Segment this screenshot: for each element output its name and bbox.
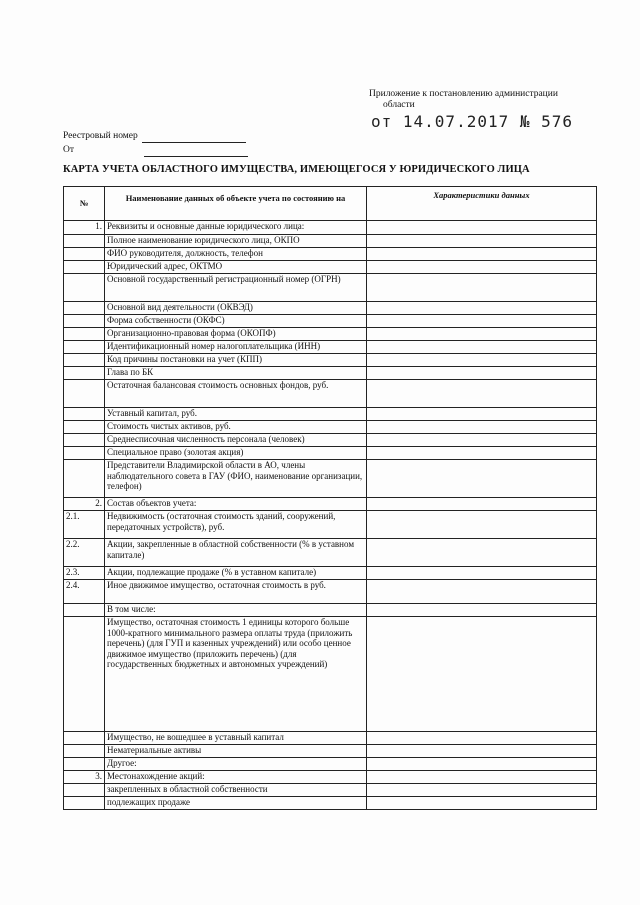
row-value-cell[interactable] <box>367 460 597 498</box>
row-value-cell[interactable] <box>367 261 597 274</box>
row-number: 2.1. <box>64 511 105 539</box>
row-label: Акции, закрепленные в областной собственности (% в уставном капитале) <box>105 539 367 567</box>
row-label: Имущество, остаточная стоимость 1 единицы которого больше 1000-кратного минимального размера оплаты труда (приложить перечень) (для ГУП и казенных учреждений) или особо ценное движимое имущество (приложить перечень) (для государственных бюджетных и автономных учреждений) <box>105 617 367 732</box>
row-value-cell[interactable] <box>367 274 597 302</box>
row-value-cell[interactable] <box>367 498 597 511</box>
row-number <box>64 617 105 732</box>
table-row <box>64 367 597 380</box>
row-label: Основной государственный регистрационный номер (ОГРН) <box>105 274 367 302</box>
row-number <box>64 380 105 408</box>
row-number: 2. <box>64 498 105 511</box>
row-number <box>64 460 105 498</box>
row-number <box>64 745 105 758</box>
table-row <box>64 617 597 732</box>
table-row <box>64 784 597 797</box>
table-row <box>64 447 597 460</box>
row-value-cell[interactable] <box>367 511 597 539</box>
table-row <box>64 248 597 261</box>
page-title: КАРТА УЧЕТА ОБЛАСТНОГО ИМУЩЕСТВА, ИМЕЮЩЕГОСЯ У ЮРИДИЧЕСКОГО ЛИЦА <box>63 164 530 175</box>
row-number <box>64 447 105 460</box>
row-value-cell[interactable] <box>367 567 597 580</box>
header-num: № <box>64 187 105 221</box>
registry-number-label: Реестровый номер <box>63 131 138 141</box>
table-row <box>64 604 597 617</box>
row-value-cell[interactable] <box>367 797 597 810</box>
row-value-cell[interactable] <box>367 221 597 235</box>
row-label: Основной вид деятельности (ОКВЭД) <box>105 302 367 315</box>
row-label: закрепленных в областной собственности <box>105 784 367 797</box>
row-label: Состав объектов учета: <box>105 498 367 511</box>
table-row <box>64 408 597 421</box>
row-number <box>64 235 105 248</box>
row-value-cell[interactable] <box>367 771 597 784</box>
row-value-cell[interactable] <box>367 745 597 758</box>
row-label: Стоимость чистых активов, руб. <box>105 421 367 434</box>
row-label: Недвижимость (остаточная стоимость зданий, сооружений, передаточных устройств), руб. <box>105 511 367 539</box>
row-number <box>64 797 105 810</box>
row-label: Другое: <box>105 758 367 771</box>
row-number <box>64 784 105 797</box>
row-label: Представители Владимирской области в АО, члены наблюдательного совета в ГАУ (ФИО, наименование организации, телефон) <box>105 460 367 498</box>
date-number-stamp: от 14.07.2017 № 576 <box>371 112 574 131</box>
row-value-cell[interactable] <box>367 328 597 341</box>
row-value-cell[interactable] <box>367 248 597 261</box>
row-value-cell[interactable] <box>367 604 597 617</box>
table-row <box>64 758 597 771</box>
row-number: 2.2. <box>64 539 105 567</box>
table-row <box>64 235 597 248</box>
row-label: Уставный капитал, руб. <box>105 408 367 421</box>
table-header-row <box>64 187 597 221</box>
row-number <box>64 328 105 341</box>
row-label: Организационно-правовая форма (ОКОПФ) <box>105 328 367 341</box>
header-characteristics: Характеристики данных <box>367 187 597 221</box>
registry-date-field[interactable] <box>144 147 248 157</box>
row-value-cell[interactable] <box>367 380 597 408</box>
row-number <box>64 261 105 274</box>
table-row <box>64 539 597 567</box>
table-row <box>64 771 597 784</box>
table-row <box>64 302 597 315</box>
row-label: Местонахождение акций: <box>105 771 367 784</box>
row-value-cell[interactable] <box>367 434 597 447</box>
table-row <box>64 354 597 367</box>
row-value-cell[interactable] <box>367 539 597 567</box>
appendix-line-1: Приложение к постановлению администрации <box>369 89 558 99</box>
table-row <box>64 274 597 302</box>
row-label: Глава по БК <box>105 367 367 380</box>
row-label: В том числе: <box>105 604 367 617</box>
row-number <box>64 302 105 315</box>
table-row <box>64 498 597 511</box>
row-label: Идентификационный номер налогоплательщика (ИНН) <box>105 341 367 354</box>
row-value-cell[interactable] <box>367 354 597 367</box>
table-row <box>64 341 597 354</box>
registry-date-label: От <box>63 145 75 155</box>
row-value-cell[interactable] <box>367 732 597 745</box>
row-value-cell[interactable] <box>367 758 597 771</box>
row-number <box>64 367 105 380</box>
row-number: 2.4. <box>64 580 105 604</box>
row-label: Остаточная балансовая стоимость основных фондов, руб. <box>105 380 367 408</box>
row-number <box>64 354 105 367</box>
row-label: ФИО руководителя, должность, телефон <box>105 248 367 261</box>
appendix-line-2: области <box>383 100 415 110</box>
registry-number-field[interactable] <box>142 133 246 143</box>
table-row <box>64 460 597 498</box>
table-row <box>64 434 597 447</box>
row-number: 2.3. <box>64 567 105 580</box>
row-number <box>64 274 105 302</box>
row-value-cell[interactable] <box>367 302 597 315</box>
row-label: Полное наименование юридического лица, ОКПО <box>105 235 367 248</box>
row-number <box>64 604 105 617</box>
table-row <box>64 421 597 434</box>
row-value-cell[interactable] <box>367 421 597 434</box>
table-row <box>64 567 597 580</box>
row-value-cell[interactable] <box>367 408 597 421</box>
row-number <box>64 408 105 421</box>
row-label: подлежащих продаже <box>105 797 367 810</box>
appendix-note <box>369 89 558 111</box>
table-row <box>64 315 597 328</box>
table-row <box>64 511 597 539</box>
row-label: Среднесписочная численность персонала (человек) <box>105 434 367 447</box>
row-value-cell[interactable] <box>367 580 597 604</box>
row-number <box>64 421 105 434</box>
row-number <box>64 758 105 771</box>
table-row <box>64 580 597 604</box>
row-label: Юридический адрес, ОКТМО <box>105 261 367 274</box>
row-label: Код причины постановки на учет (КПП) <box>105 354 367 367</box>
row-value-cell[interactable] <box>367 367 597 380</box>
account-card-table <box>63 186 597 810</box>
row-label: Специальное право (золотая акция) <box>105 447 367 460</box>
row-number <box>64 434 105 447</box>
table-row <box>64 745 597 758</box>
row-number <box>64 248 105 261</box>
row-label: Иное движимое имущество, остаточная стоимость в руб. <box>105 580 367 604</box>
row-value-cell[interactable] <box>367 315 597 328</box>
row-value-cell[interactable] <box>367 235 597 248</box>
table-row <box>64 261 597 274</box>
registry-block <box>63 129 248 157</box>
row-label: Акции, подлежащие продаже (% в уставном капитале) <box>105 567 367 580</box>
row-number <box>64 315 105 328</box>
table-row <box>64 797 597 810</box>
row-label: Имущество, не вошедшее в уставный капитал <box>105 732 367 745</box>
row-number <box>64 341 105 354</box>
row-number <box>64 732 105 745</box>
row-number: 1. <box>64 221 105 235</box>
row-value-cell[interactable] <box>367 784 597 797</box>
table-row <box>64 732 597 745</box>
row-label: Нематериальные активы <box>105 745 367 758</box>
row-label: Реквизиты и основные данные юридического лица: <box>105 221 367 235</box>
table-row <box>64 380 597 408</box>
row-value-cell[interactable] <box>367 617 597 732</box>
table-row <box>64 328 597 341</box>
row-value-cell[interactable] <box>367 341 597 354</box>
row-number: 3. <box>64 771 105 784</box>
table-row <box>64 221 597 235</box>
header-name: Наименование данных об объекте учета по состоянию на <box>105 187 367 221</box>
row-value-cell[interactable] <box>367 447 597 460</box>
row-label: Форма собственности (ОКФС) <box>105 315 367 328</box>
